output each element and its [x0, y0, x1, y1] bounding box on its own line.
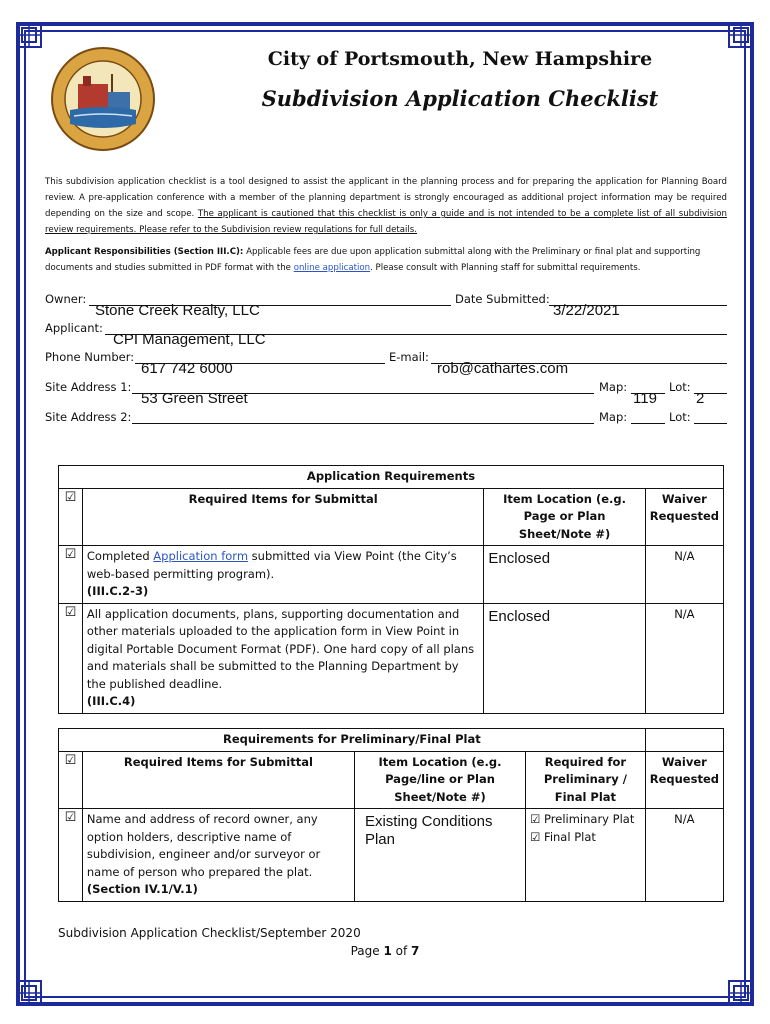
- row-checkbox[interactable]: ☑: [59, 603, 83, 713]
- column-header-waiver: Waiver Requested: [645, 751, 723, 809]
- site-address-1-field[interactable]: [132, 390, 594, 407]
- map-2-field[interactable]: [631, 423, 665, 424]
- row-waiver[interactable]: N/A: [645, 603, 723, 713]
- row-text-end: submitted via View Point (the City’s web-based permitting program).: [86, 549, 457, 581]
- row-text: Name and address of record owner, any option holders, descriptive name of subdivision, engineer and/or surveyor or name of person who prepared the plat.: [86, 812, 321, 879]
- row-reference: (III.C.2-3): [86, 584, 149, 598]
- phone-field[interactable]: [135, 360, 385, 377]
- applicant-label: Applicant:: [45, 321, 103, 335]
- owner-label: Owner:: [45, 292, 87, 306]
- site-address-1-value: 53 Green Street: [141, 390, 248, 407]
- page-separator: of: [391, 944, 412, 958]
- row-waiver[interactable]: N/A: [645, 809, 723, 902]
- site-address-2-field[interactable]: [132, 423, 594, 424]
- row-reference: (III.C.4): [86, 694, 136, 708]
- page-total: 7: [411, 944, 420, 958]
- owner-value: Stone Creek Realty, LLC: [95, 302, 260, 319]
- row-item-text: [82, 809, 354, 902]
- corner-ornament-icon: [728, 22, 754, 48]
- online-application-link[interactable]: online application: [293, 263, 371, 273]
- final-plat-checkbox[interactable]: ☑ Final Plat: [530, 829, 596, 844]
- site-address-2-label: Site Address 2:: [45, 410, 132, 424]
- column-header-required: Required for Preliminary / Final Plat: [526, 751, 646, 809]
- map-1-value: 119: [633, 390, 657, 407]
- row-location[interactable]: Enclosed: [484, 546, 645, 604]
- table-row: [59, 603, 724, 713]
- preliminary-plat-checkbox[interactable]: ☑ Preliminary Plat: [530, 812, 635, 826]
- responsibilities-text-end: . Please consult with Planning staff for submittal requirements.: [370, 263, 641, 273]
- corner-ornament-icon: [16, 22, 42, 48]
- site-address-1-label: Site Address 1:: [45, 380, 132, 394]
- site-address-1-row: [45, 374, 727, 407]
- lot-1-value: 2: [696, 390, 705, 407]
- table-title: Application Requirements: [59, 466, 724, 489]
- application-requirements-table: [58, 465, 724, 714]
- table-row: [59, 809, 724, 902]
- column-header-location: Item Location (e.g. Page/line or Plan Sheet/Note #): [354, 751, 525, 809]
- site-address-2-row: [45, 404, 727, 426]
- intro-text: This subdivision application checklist is a tool designed to assist the applicant in the planning process and for preparing the application for Planning Board review. A pre-application conference with a member of the planning department is strongly encouraged as additional project information may be required depending on the size and scope.: [45, 177, 727, 219]
- intro-paragraph: [45, 174, 727, 238]
- map-1-field[interactable]: [631, 390, 665, 407]
- page-title: City of Portsmouth, New Hampshire: [267, 48, 653, 70]
- lot-2-label: Lot:: [669, 410, 691, 424]
- intro-caution: The applicant is cautioned that this checklist is only a guide and is not intended to be a complete list of all subdivision review requirements. Please refer to the Subdivision review regulations for full details.: [45, 209, 727, 235]
- applicant-row: [45, 315, 727, 348]
- column-header-location: Item Location (e.g. Page or Plan Sheet/Note #): [484, 488, 645, 546]
- column-header-waiver: Waiver Requested: [645, 488, 723, 546]
- map-2-label: Map:: [599, 410, 628, 424]
- page-prefix: Page: [350, 944, 384, 958]
- corner-ornament-icon: [728, 980, 754, 1006]
- lot-1-label: Lot:: [669, 380, 691, 394]
- responsibilities-text: Applicable fees are due upon application submittal along with the Preliminary or final plat and supporting documents and studies submitted in PDF format with the: [45, 247, 701, 273]
- table-title: Requirements for Preliminary/Final Plat: [59, 729, 646, 752]
- footer-page-number: [0, 944, 770, 958]
- row-text: Completed: [86, 549, 154, 563]
- row-waiver[interactable]: N/A: [645, 546, 723, 604]
- email-label: E-mail:: [389, 350, 429, 364]
- page-current: 1: [383, 944, 392, 958]
- applicant-value: CPI Management, LLC: [113, 331, 266, 348]
- header-checkbox-icon: ☑: [59, 488, 83, 546]
- map-1-label: Map:: [599, 380, 628, 394]
- row-item-text: [82, 546, 483, 604]
- row-checkbox[interactable]: ☑: [59, 546, 83, 604]
- row-location[interactable]: Enclosed: [484, 603, 645, 713]
- lot-2-field[interactable]: [694, 423, 727, 424]
- date-submitted-label: Date Submitted:: [455, 292, 550, 306]
- date-submitted-value: 3/22/2021: [553, 302, 620, 319]
- table-row: [59, 546, 724, 604]
- row-required: [526, 809, 646, 902]
- title-spacer: [645, 729, 723, 752]
- column-header-items: Required Items for Submittal: [82, 488, 483, 546]
- row-item-text: [82, 603, 483, 713]
- email-value: rob@cathartes.com: [437, 360, 569, 377]
- plat-requirements-table: [58, 728, 724, 902]
- row-text: All application documents, plans, supporting documentation and other materials uploaded to the application form in View Point in digital Portable Document Format (PDF). One hard copy of all plans and materials shall be submitted to the Planning Department by the published deadline.: [86, 606, 475, 691]
- phone-label: Phone Number:: [45, 350, 135, 364]
- row-checkbox[interactable]: ☑: [59, 809, 83, 902]
- owner-row: [45, 286, 727, 319]
- lot-1-field[interactable]: [694, 390, 727, 407]
- footer-document-name: Subdivision Application Checklist/September 2020: [58, 926, 361, 940]
- row-location[interactable]: Existing Conditions Plan: [354, 809, 525, 902]
- header-checkbox-icon: ☑: [59, 751, 83, 809]
- phone-email-row: [45, 344, 727, 377]
- phone-value: 617 742 6000: [141, 360, 233, 377]
- city-seal-icon: [50, 46, 156, 152]
- application-form-link[interactable]: Application form: [153, 549, 249, 563]
- owner-field[interactable]: [89, 302, 451, 319]
- column-header-items: Required Items for Submittal: [82, 751, 354, 809]
- responsibilities-paragraph: [45, 244, 727, 276]
- row-reference: (Section IV.1/V.1): [86, 882, 198, 896]
- corner-ornament-icon: [16, 980, 42, 1006]
- page-subtitle: Subdivision Application Checklist: [261, 86, 659, 111]
- responsibilities-label: Applicant Responsibilities (Section III.C):: [45, 247, 244, 257]
- date-submitted-field[interactable]: [549, 302, 727, 319]
- email-field[interactable]: [431, 360, 727, 377]
- applicant-field[interactable]: [105, 331, 727, 348]
